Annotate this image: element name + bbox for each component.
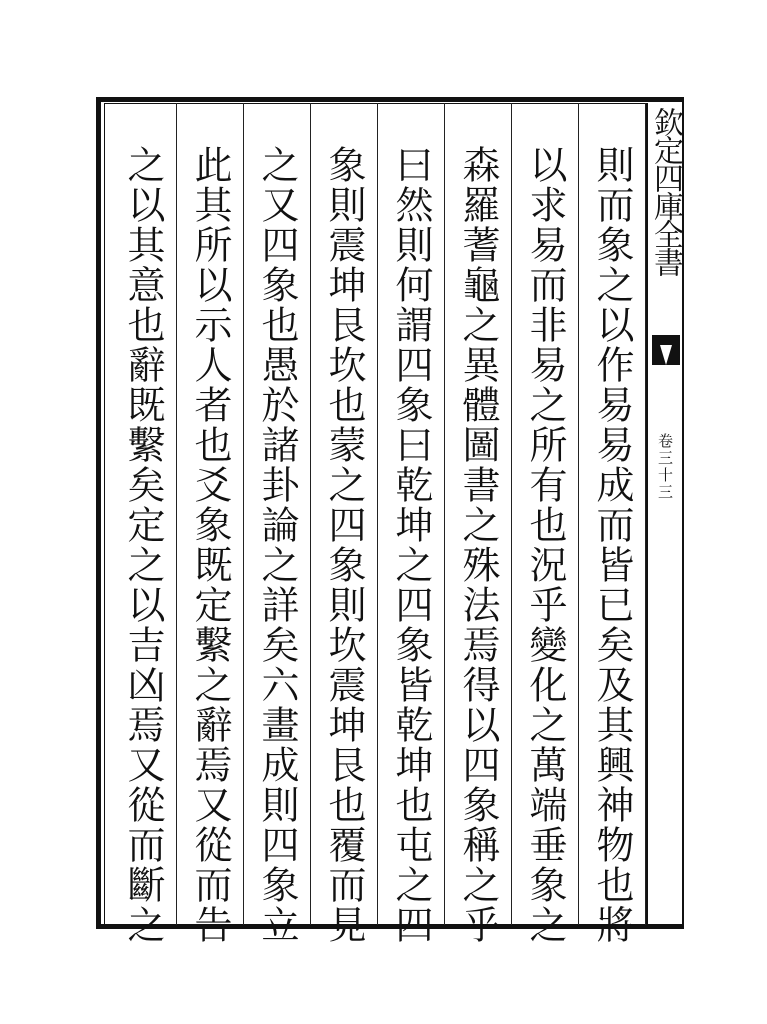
column-text: 之又四象也愚於諸卦論之詳矣六畫成則四象立 xyxy=(255,145,299,945)
text-column-1 xyxy=(579,103,646,945)
juan-label: 卷三十三 xyxy=(656,433,674,501)
block-margin xyxy=(646,103,684,925)
column-text: 曰然則何謂四象曰乾坤之四象皆乾坤也屯之四 xyxy=(389,145,433,945)
text-column-5 xyxy=(311,103,378,945)
column-text: 則而象之以作易易成而皆已矣及其興神物也將 xyxy=(590,145,634,945)
collection-title: 欽定四庫全書 xyxy=(648,107,683,275)
column-text: 此其所以示人者也爻象既定繫之辭焉又從而告 xyxy=(188,145,232,945)
fishtail-mark-icon xyxy=(652,335,680,365)
column-text: 象則震坤艮坎也蒙之四象則坎震坤艮也覆而見 xyxy=(322,145,366,945)
text-column-3 xyxy=(445,103,512,945)
column-text: 之以其意也辭既繫矣定之以吉凶焉又從而斷之 xyxy=(121,145,165,945)
text-column-8 xyxy=(110,103,177,945)
column-text: 以求易而非易之所有也況乎變化之萬端垂象之 xyxy=(523,145,567,945)
column-text: 森羅蓍龜之異體圖書之殊法焉得以四象稱之乎 xyxy=(456,145,500,945)
text-column-7 xyxy=(177,103,244,945)
text-column-6 xyxy=(244,103,311,945)
text-column-2 xyxy=(512,103,579,945)
text-column-4 xyxy=(378,103,445,945)
